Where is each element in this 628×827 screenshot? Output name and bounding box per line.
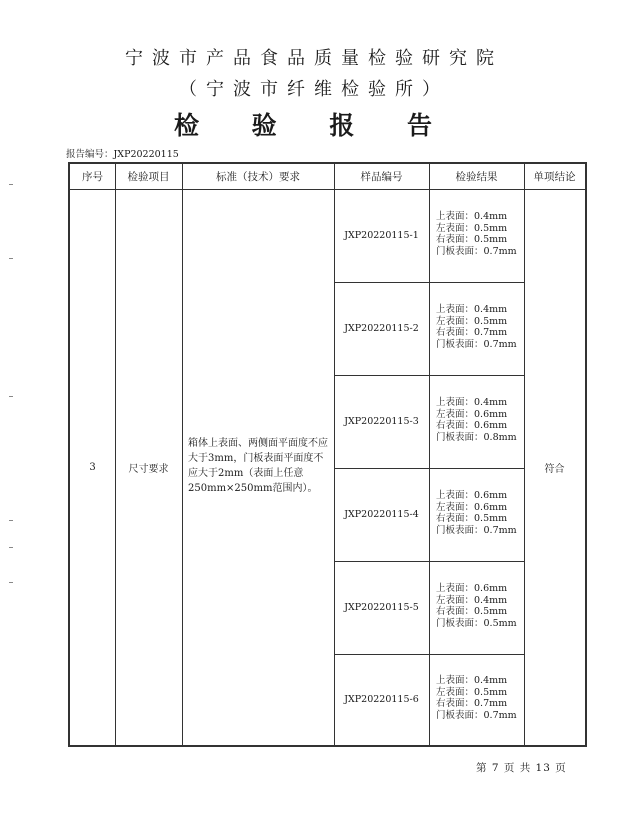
sample-result: 上表面：0.4mm 左表面：0.5mm 右表面：0.7mm 门板表面：0.7mm (436, 304, 517, 350)
sample-result: 上表面：0.4mm 左表面：0.5mm 右表面：0.7mm 门板表面：0.7mm (436, 675, 517, 721)
scan-mark (9, 396, 13, 397)
col-header-conclusion: 单项结论 (533, 171, 576, 183)
col-header-sample-id: 样品编号 (360, 171, 403, 183)
sample-id: JXP20220115-4 (344, 509, 419, 520)
org-alias: （宁波市纤维检验所） (179, 79, 449, 100)
scan-mark (9, 184, 13, 185)
col-header-seq: 序号 (82, 171, 103, 183)
sample-id: JXP20220115-5 (344, 602, 419, 613)
page-number: 第 7 页 共 13 页 (476, 762, 567, 774)
sample-result: 上表面：0.4mm 左表面：0.6mm 右表面：0.6mm 门板表面：0.8mm (436, 397, 517, 443)
sample-result: 上表面：0.4mm 左表面：0.5mm 右表面：0.5mm 门板表面：0.7mm (436, 211, 517, 257)
report-number: 报告编号：JXP20220115 (66, 149, 179, 160)
result-table (68, 162, 587, 747)
scan-mark (9, 547, 13, 548)
sample-id: JXP20220115-1 (344, 230, 419, 241)
report-title: 检 验 报 告 (173, 111, 455, 140)
col-header-item: 检验项目 (127, 171, 170, 183)
item-standard: 箱体上表面、两侧面平面度不应大于3mm，门板表面平面度不应大于2mm（表面上任意250mm×250mm范围内）。 (188, 438, 328, 494)
scan-mark (9, 258, 13, 259)
sample-result: 上表面：0.6mm 左表面：0.6mm 右表面：0.5mm 门板表面：0.7mm (436, 490, 517, 536)
item-seq: 3 (89, 461, 96, 473)
item-name: 尺寸要求 (128, 463, 169, 475)
sample-id: JXP20220115-6 (344, 694, 419, 705)
sample-id: JXP20220115-3 (344, 416, 419, 427)
item-conclusion: 符合 (544, 463, 565, 475)
scan-mark (9, 520, 13, 521)
sample-result: 上表面：0.6mm 左表面：0.4mm 右表面：0.5mm 门板表面：0.5mm (436, 583, 517, 629)
scan-mark (9, 582, 13, 583)
col-header-result: 检验结果 (455, 171, 498, 183)
col-header-standard: 标准（技术）要求 (216, 171, 300, 183)
sample-id: JXP20220115-2 (344, 323, 419, 334)
org-name: 宁波市产品食品质量检验研究院 (125, 48, 503, 69)
